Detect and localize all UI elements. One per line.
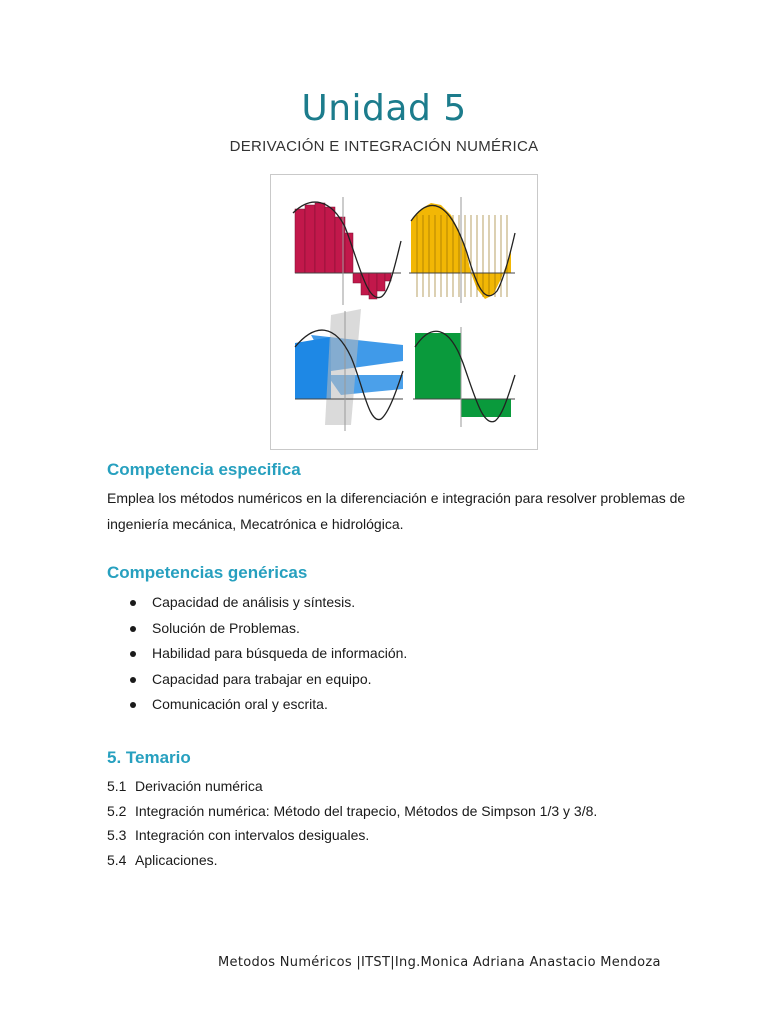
competencia-especifica-heading: Competencia especifica [107,460,301,479]
list-item [107,641,407,667]
green-midpoint-panel [413,327,515,427]
list-item [107,692,407,718]
competencia-especifica-text: Emplea los métodos numéricos en la diferenciación e integración para resolver problemas de ingeniería mecánica, Mecatrónica e hidrológica. [107,490,686,532]
bullet-icon [130,677,136,683]
bullet-icon [130,626,136,632]
blue-simpson-panel [295,309,403,431]
temario-item-text: Integración numérica: Método del trapecio, Métodos de Simpson 1/3 y 3/8. [135,802,598,819]
page-footer: Metodos Numéricos |ITST|Ing.Monica Adriana Anastacio Mendoza [218,955,661,970]
temario-item [107,774,597,799]
temario-list [107,774,597,872]
integration-methods-illustration [271,175,537,449]
temario-item-text: Integración con intervalos desiguales. [135,827,370,843]
competencias-genericas-heading: Competencias genéricas [107,563,308,582]
temario-item-number: 5.2 [107,802,127,819]
integration-methods-figure [270,174,538,450]
temario-item [107,823,597,848]
list-item [107,616,407,642]
temario-heading: 5. Temario [107,748,191,767]
temario-item [107,799,597,824]
temario-item-text: Aplicaciones. [135,851,218,868]
list-item-text: Comunicación oral y escrita. [152,696,328,712]
temario-item-number: 5.1 [107,778,127,794]
list-item-text: Capacidad para trabajar en equipo. [152,670,372,687]
bullet-icon [130,702,136,708]
temario-item-number: 5.3 [107,827,127,843]
temario-item-text: Derivación numérica [135,778,263,794]
list-item [107,590,407,616]
red-rectangle-panel [293,197,401,305]
yellow-trapezoid-panel [409,197,515,303]
list-item-text: Habilidad para búsqueda de información. [152,645,408,661]
list-item-text: Capacidad de análisis y síntesis. [152,594,356,610]
temario-item [107,848,597,873]
temario-item-number: 5.4 [107,851,127,868]
list-item-text: Solución de Problemas. [152,619,300,636]
page-title: Unidad 5 [301,88,467,129]
competencias-genericas-list [107,590,407,718]
bullet-icon [130,600,136,606]
bullet-icon [130,651,136,657]
list-item [107,667,407,693]
page-subtitle: DERIVACIÓN E INTEGRACIÓN NUMÉRICA [229,138,539,155]
